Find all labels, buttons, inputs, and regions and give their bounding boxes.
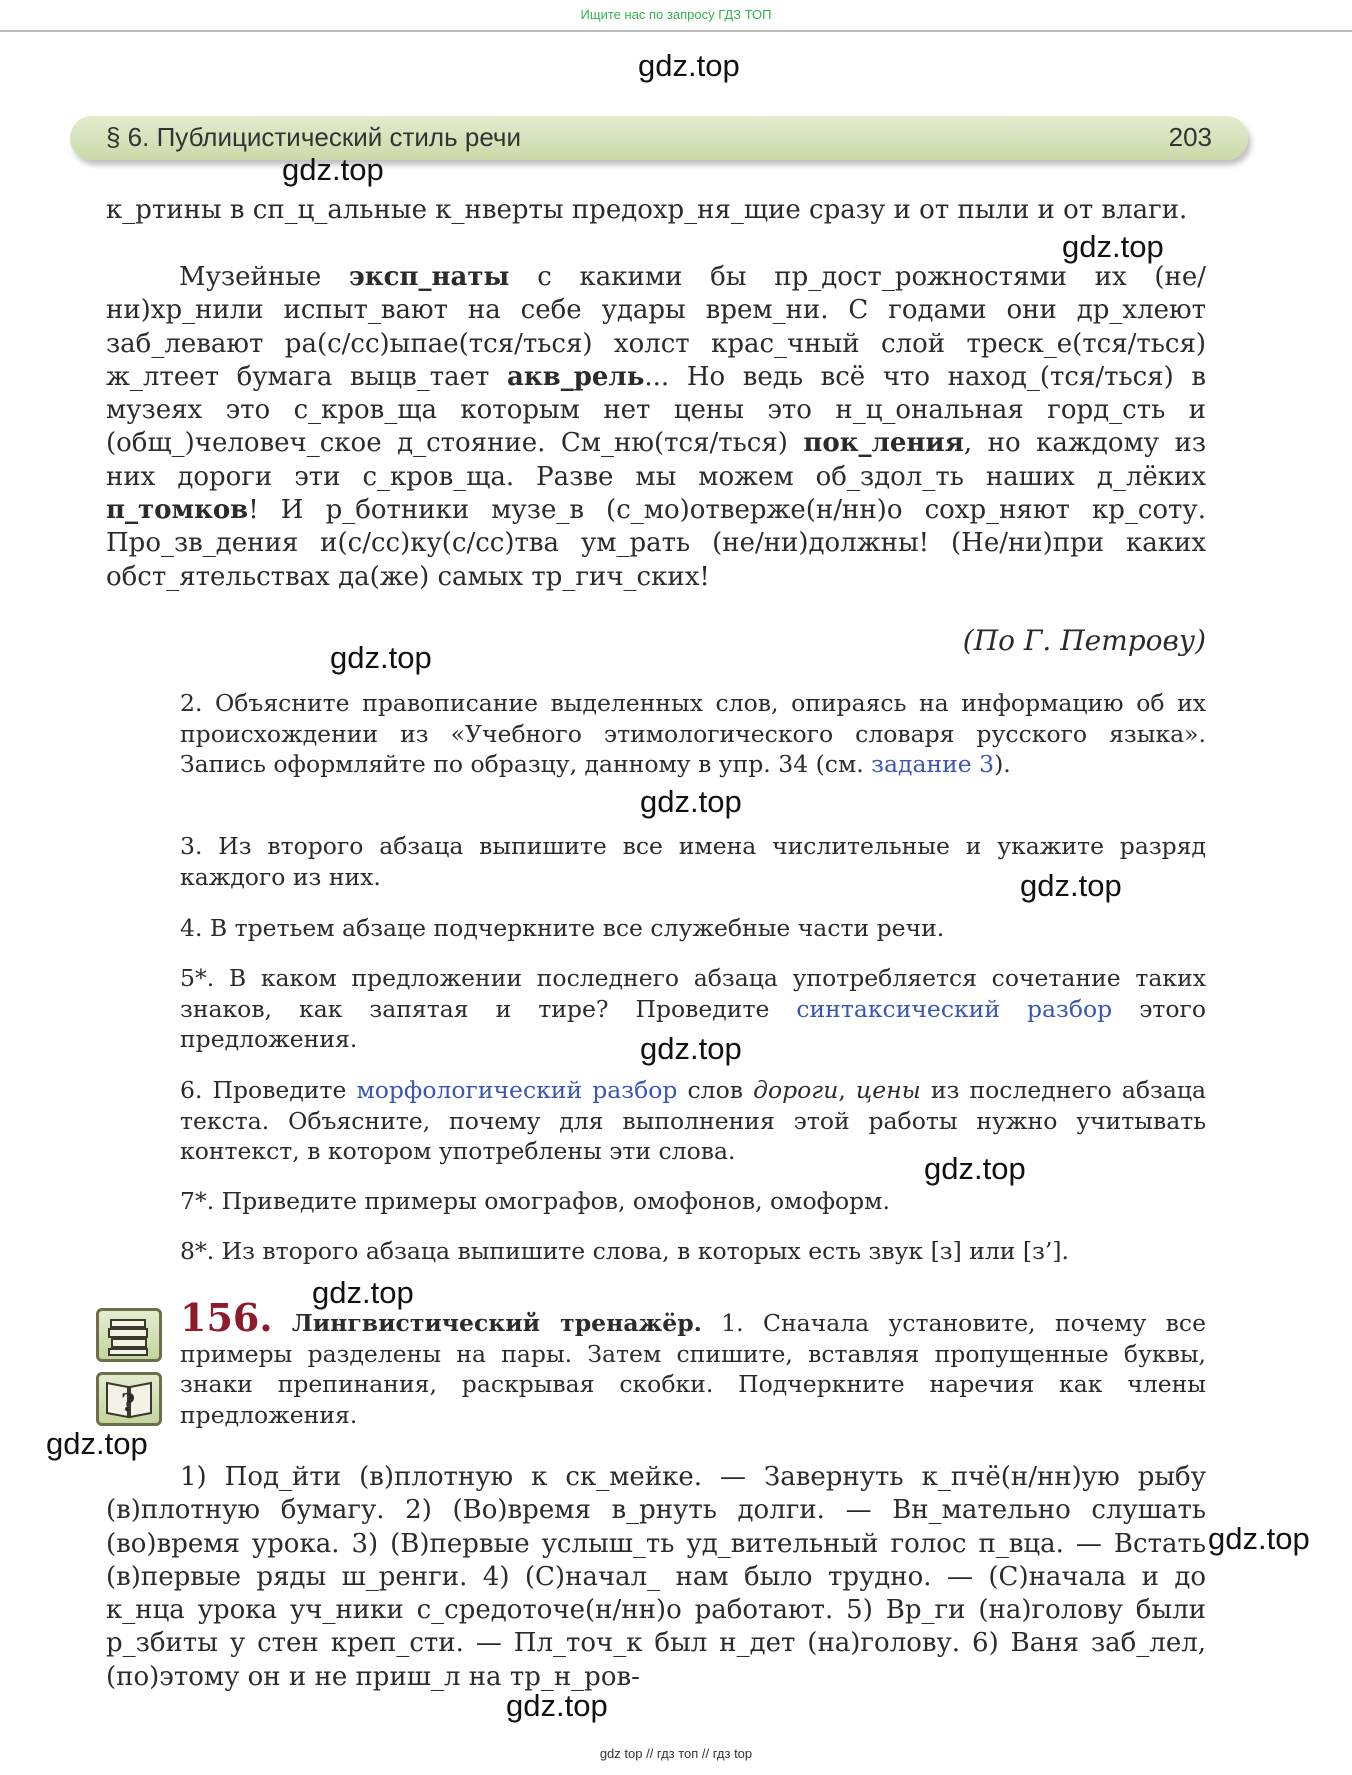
watermark: gdz.top bbox=[46, 1426, 148, 1461]
watermark: gdz.top bbox=[640, 784, 742, 819]
watermark: gdz.top bbox=[638, 48, 740, 83]
task-2: 2. Объясните правописание выделенных слов, опираясь на информацию об их происхождении из «Учебного этимологического словаря русского языка». Запись оформляйте по образцу, данному в упр. 34 (см. задание 3). bbox=[180, 689, 1206, 778]
task-3: 3. Из второго абзаца выпишите все имена числительные и укажите разряд каждого из них. bbox=[180, 832, 1206, 891]
top-banner-text: Ищите нас по запросу ГДЗ ТОП bbox=[580, 7, 772, 22]
book-question-icon bbox=[96, 1372, 162, 1426]
task-8: 8*. Из второго абзаца выпишите слова, в которых есть звук [з] или [з’]. bbox=[180, 1237, 1070, 1265]
bold-word: п_томков bbox=[106, 495, 249, 526]
section-title: § 6. Публицистический стиль речи bbox=[106, 122, 521, 152]
exercise-156-header: 156. Лингвистический тренажёр. 1. Сначала установите, почему все примеры разделены на пары. Затем спишите, вставляя пропущенные буквы, знаки препинания, раскрывая скобки. Подчеркните наречия как члены предложения. bbox=[180, 1295, 1206, 1429]
watermark: gdz.top bbox=[506, 1688, 608, 1723]
paragraph-1: к_ртины в сп_ц_альные к_нверты предохр_ня_щие сразу и от пыли и от влаги. bbox=[106, 195, 1188, 225]
link-syntax-analysis[interactable]: синтаксический разбор bbox=[796, 994, 1113, 1023]
exercise-number: 156. bbox=[180, 1295, 273, 1340]
watermark: gdz.top bbox=[640, 1031, 742, 1066]
paragraph-2: Музейные эксп_наты с какими бы пр_дост_рожностями их (не/ни)хр_нили испыт_вают на себе удары врем_ни. С годами они др_хлеют заб_левают ра(с/сс)ыпае(тся/ться) холст крас_чный слой треск_е(тся/ться) ж_лтеет бумага выцв_тает акв_рель... Но ведь всё что наход_(тся/ться) в музеях это с_кров_ща которым нет цены это н_ц_ональная горд_сть и (общ_)человеч_ское д_стояние. См_ню(тся/ться) пок_ления, но каждому из них дороги эти с_кров_ща. Разве мы можем об_здол_ть наших д_лёких п_томков! И р_ботники музе_в (с_мо)отверже(н/нн)о сохр_няют кр_соту. Про_зв_дения и(с/сс)ку(с/сс)тва ум_рать (не/ни)должны! (Не/ни)при каких обст_ятельствах да(же) самых тр_гич_ских! bbox=[106, 262, 1206, 592]
task-4: 4. В третьем абзаце подчеркните все служебные части речи. bbox=[180, 914, 945, 942]
link-morphology-analysis[interactable]: морфологический разбор bbox=[356, 1076, 678, 1104]
page-header bbox=[70, 116, 1248, 160]
svg-text:?: ? bbox=[121, 1388, 136, 1417]
watermark: gdz.top bbox=[1020, 868, 1122, 903]
watermark: gdz.top bbox=[1062, 229, 1164, 264]
books-icon bbox=[96, 1308, 162, 1362]
watermark: gdz.top bbox=[312, 1275, 414, 1310]
watermark: gdz.top bbox=[924, 1151, 1026, 1186]
exercise-title: Лингвистический тренажёр. bbox=[291, 1309, 702, 1337]
source-author: (По Г. Петрову) bbox=[962, 624, 1206, 657]
task-7: 7*. Приведите примеры омографов, омофонов, омоформ. bbox=[180, 1187, 890, 1215]
task-5: 5*. В каком предложении последнего абзаца употребляется сочетание таких знаков, как запятая и тире? Проведите синтаксический разбор этого предложения. bbox=[180, 964, 1206, 1053]
footer: gdz top // гдз топ // гдз top bbox=[599, 1746, 753, 1761]
exercise-156-body: 1) Под_йти (в)плотную к ск_мейке. — Завернуть к_пчё(н/нн)ую рыбу (в)плотную бумагу. 2) (Во)время в_рнуть долги. — Вн_мательно слушать (во)время урока. 3) (В)первые услыш_ть уд_вительный голос п_вца. — Встать (в)первые ряды ш_ренги. 4) (С)начал_ нам было трудно. — (С)начала и до к_нца урока уч_ники с_средоточе(н/нн)о работают. 5) Вр_ги (на)голову были р_збиты у стен креп_сти. — Пл_точ_к был н_дет (на)голову. 6) Ваня заб_лел, (по)этому он и не приш_л на тр_н_ров- bbox=[106, 1462, 1206, 1692]
page-number: 203 bbox=[1168, 122, 1212, 152]
watermark: gdz.top bbox=[330, 640, 432, 675]
bold-word: пок_ления bbox=[803, 428, 964, 459]
top-banner bbox=[0, 0, 1352, 32]
watermark: gdz.top bbox=[1208, 1521, 1310, 1556]
link-task-3[interactable]: задание 3 bbox=[871, 750, 995, 778]
bold-word: акв_рель bbox=[507, 361, 645, 392]
task-6: 6. Проведите морфологический разбор слов дороги, цены из последнего абзаца текста. Объясните, почему для выполнения этой работы нужно учитывать контекст, в котором употреблены эти слова. bbox=[180, 1076, 1206, 1165]
bold-word: эксп_наты bbox=[348, 262, 510, 292]
watermark: gdz.top bbox=[282, 152, 384, 187]
